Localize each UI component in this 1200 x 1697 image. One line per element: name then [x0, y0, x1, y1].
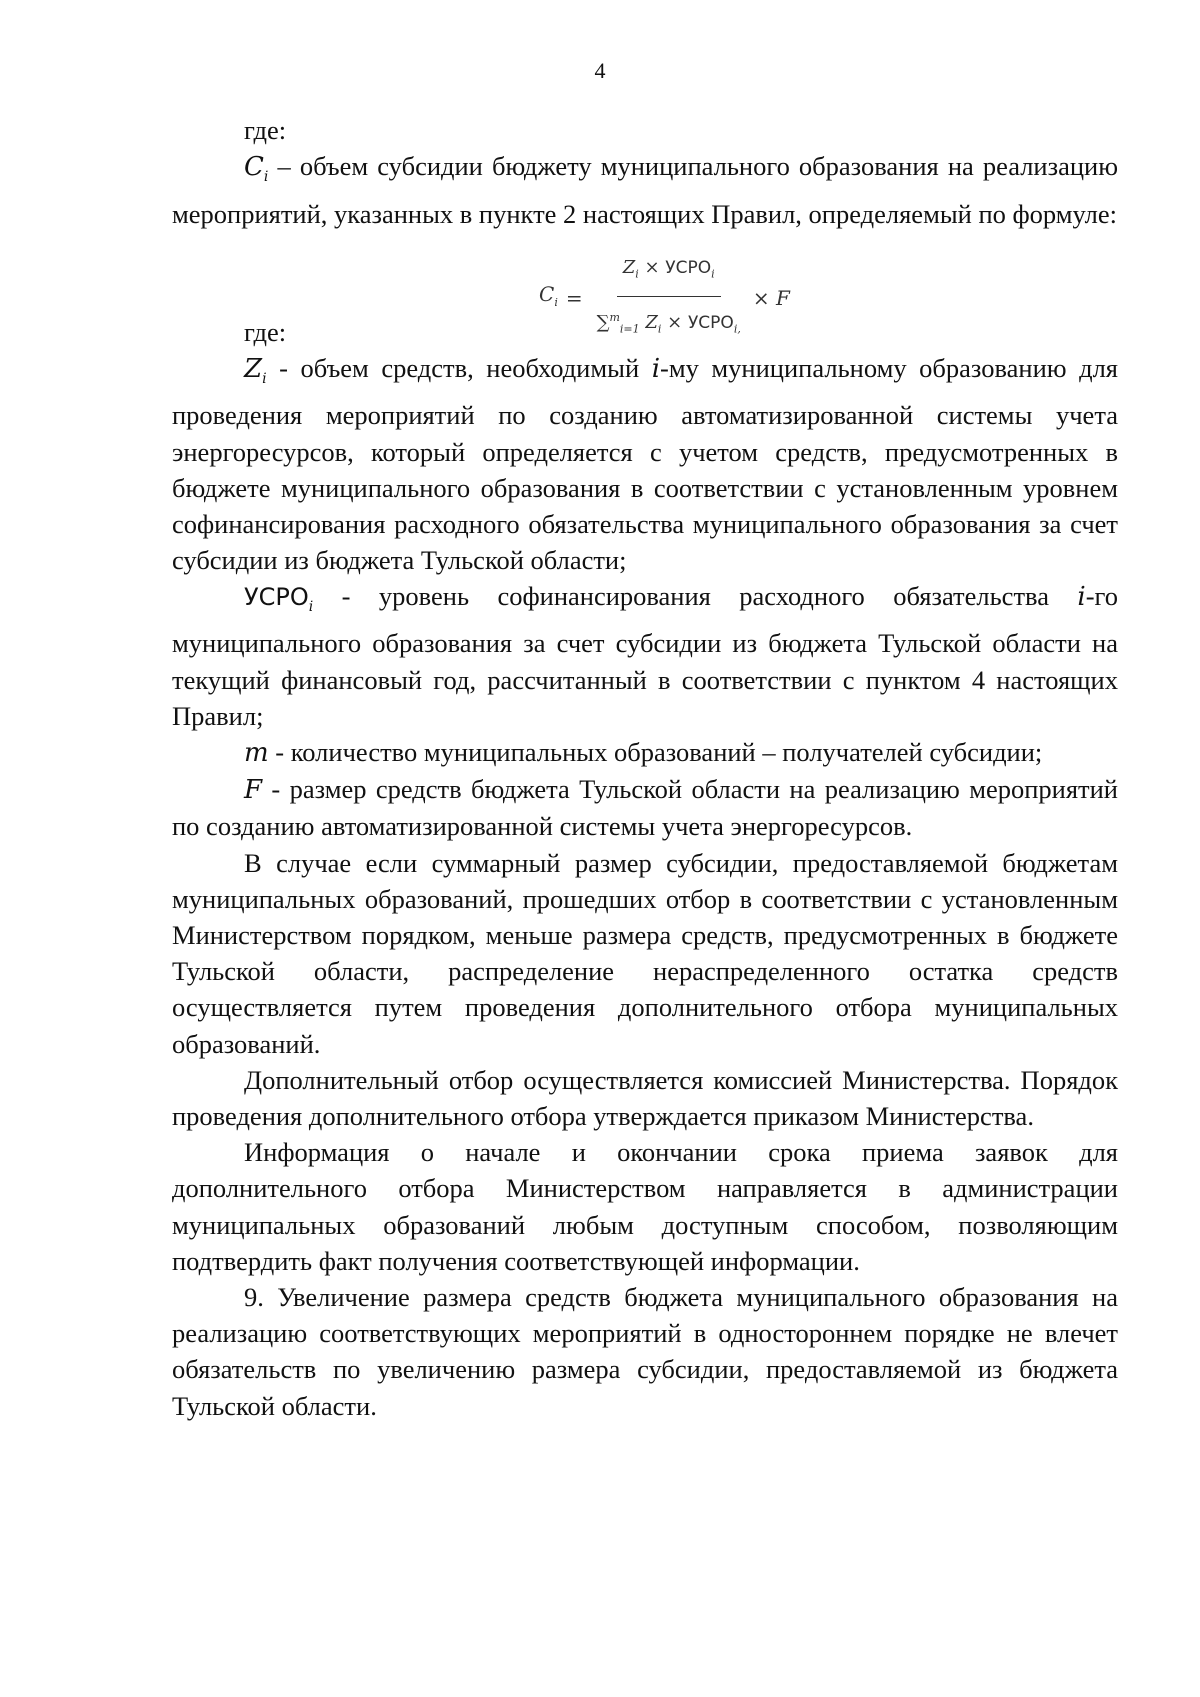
symbol-i: i	[651, 354, 661, 384]
paragraph-9: 9. Увеличение размера средств бюджета муниципального образования на реализацию соответствующих мероприятий в одностороннем порядке не влечет обязательств по увеличению размера субсидии, предоставляемой из бюджета Тульской области.	[172, 1282, 1118, 1421]
formula-denominator: ∑$^m_{i=1}$ $Z_i$ × $УСРО_{i,}$	[596, 310, 741, 336]
page-number: 4	[594, 58, 606, 83]
formula-fraction	[591, 250, 747, 348]
document-body	[172, 112, 1118, 1424]
formula-lhs: $C_i$	[539, 281, 558, 309]
formula-numerator: $Z_i$ × $УСРО_i$	[617, 250, 721, 297]
paragraph-additional-selection: Дополнительный отбор осуществляется комиссией Министерства. Порядок проведения дополнительного отбора утверждается приказом Министерства.	[172, 1064, 1118, 1132]
symbol-i: i	[1077, 582, 1086, 613]
formula-times-f: × F	[752, 286, 790, 311]
paragraph-ci-definition	[172, 148, 1118, 232]
formula-ci	[539, 250, 790, 348]
paragraph-uscro-definition: $УСРО_i$ - уровень софинансирования расходного обязательства i-го муниципального образования за счет субсидии из бюджета Тульской области на текущий финансовый год, рассчитанный в соответствии с пунктом 4 настоящих Правил;	[172, 581, 1118, 731]
paragraph-m-definition: m - количество муниципальных образований – получателей субсидии;	[244, 737, 1043, 769]
symbol-zi: $Z_i$	[244, 354, 267, 388]
symbol-f: F	[244, 775, 263, 806]
paragraph-case: В случае если суммарный размер субсидии, предоставляемой бюджетам муниципальных образований, прошедших отбор в соответствии с установленным Министерством порядком, меньше размера средств, предусмотренных в бюджете Тульской области, распределение нераспределенного остатка средств осуществляется путем проведения дополнительного отбора муниципальных образований.	[172, 847, 1118, 1059]
symbol-uscro: $УСРО_i$	[244, 583, 314, 616]
paragraph-ci-text: – объем субсидии бюджету муниципального образования на реализацию мероприятий, указанных в пункте 2 настоящих Правил, определяемый по формуле:	[172, 151, 1118, 229]
symbol-ci: $C_i$	[244, 152, 269, 186]
paragraph-where-2: где:	[244, 316, 287, 347]
paragraph-information: Информация о начале и окончании срока приема заявок для дополнительного отбора Министерством направляется в администрации муниципальных образований любым доступным способом, позволяющим подтвердить факт получения соответствующей информации.	[172, 1137, 1118, 1276]
paragraph-zi-definition: $Z_i$ - объем средств, необходимый i-му муниципальному образованию для проведения мероприятий по созданию автоматизированной системы учета энергоресурсов, который определяется с учетом средств, предусмотренных в бюджете муниципального образования в соответствии с установленным уровнем софинансирования расходного обязательства муниципального образования за счет субсидии из бюджета Тульской области;	[172, 353, 1118, 576]
formula-equals: =	[565, 286, 583, 311]
symbol-m: m	[244, 738, 269, 769]
paragraph-where-1: где:	[244, 115, 287, 145]
paragraph-f-definition: F - размер средств бюджета Тульской области на реализацию мероприятий по созданию автоматизированной системы учета энергоресурсов.	[172, 774, 1118, 842]
